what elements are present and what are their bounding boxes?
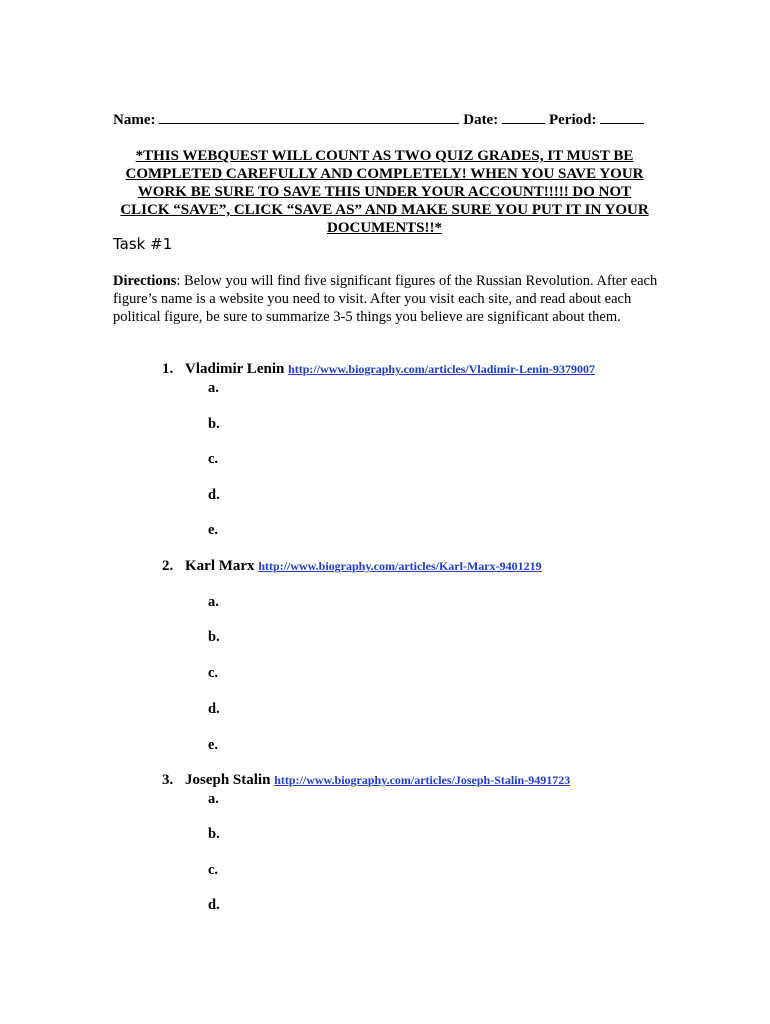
date-label: Date: [463, 112, 499, 128]
figure-link[interactable]: http://www.biography.com/articles/Karl-Marx-9401219 [258, 559, 542, 573]
answer-item: d. [208, 701, 220, 717]
figure-heading [162, 361, 595, 378]
answer-item: d. [208, 897, 220, 913]
answer-item: a. [208, 594, 219, 610]
directions-label: Directions [113, 273, 177, 289]
figure-name: Vladimir Lenin [185, 361, 285, 377]
figure-heading [162, 772, 570, 789]
figure-heading [162, 558, 542, 575]
warning-notice [112, 147, 657, 237]
answer-item: c. [208, 451, 219, 467]
name-blank[interactable] [159, 110, 459, 124]
answer-item: c. [208, 862, 219, 878]
warning-line: CLICK “SAVE”, CLICK “SAVE AS” AND MAKE SURE YOU PUT IT IN YOUR [120, 202, 649, 218]
name-label: Name: [113, 112, 156, 128]
warning-line: COMPLETED CAREFULLY AND COMPLETELY! WHEN YOU SAVE YOUR [125, 166, 644, 182]
warning-line: DOCUMENTS!!* [327, 220, 442, 236]
answer-item: e. [208, 737, 219, 753]
directions-text: : Below you will find five significant figures of the Russian Revolution. After each figure’s name is a website you need to visit. After you visit each site, and read about each political figure, be sure to summarize 3-5 things you believe are significant about them. [113, 273, 658, 325]
answer-item: b. [208, 629, 220, 645]
figure-name: Karl Marx [185, 558, 255, 574]
figure-number: 3. [162, 772, 174, 788]
period-blank[interactable] [600, 110, 644, 124]
figure-number: 2. [162, 558, 174, 574]
date-blank[interactable] [502, 110, 545, 124]
answer-item: e. [208, 522, 219, 538]
answer-item: c. [208, 665, 219, 681]
figure-name: Joseph Stalin [185, 772, 271, 788]
header-line [113, 110, 653, 129]
figure-link[interactable]: http://www.biography.com/articles/Joseph-Stalin-9491723 [274, 773, 571, 787]
answer-item: b. [208, 826, 220, 842]
figure-link[interactable]: http://www.biography.com/articles/Vladimir-Lenin-9379007 [288, 362, 595, 376]
directions-paragraph [113, 272, 658, 326]
answer-item: a. [208, 380, 219, 396]
figure-number: 1. [162, 361, 174, 377]
answer-item: a. [208, 791, 219, 807]
task-title: Task #1 [113, 235, 173, 253]
warning-line: *THIS WEBQUEST WILL COUNT AS TWO QUIZ GRADES, IT MUST BE [135, 148, 634, 164]
period-label: Period: [548, 112, 597, 128]
answer-item: b. [208, 416, 220, 432]
answer-item: d. [208, 487, 220, 503]
warning-line: WORK BE SURE TO SAVE THIS UNDER YOUR ACCOUNT!!!!! DO NOT [137, 184, 632, 200]
